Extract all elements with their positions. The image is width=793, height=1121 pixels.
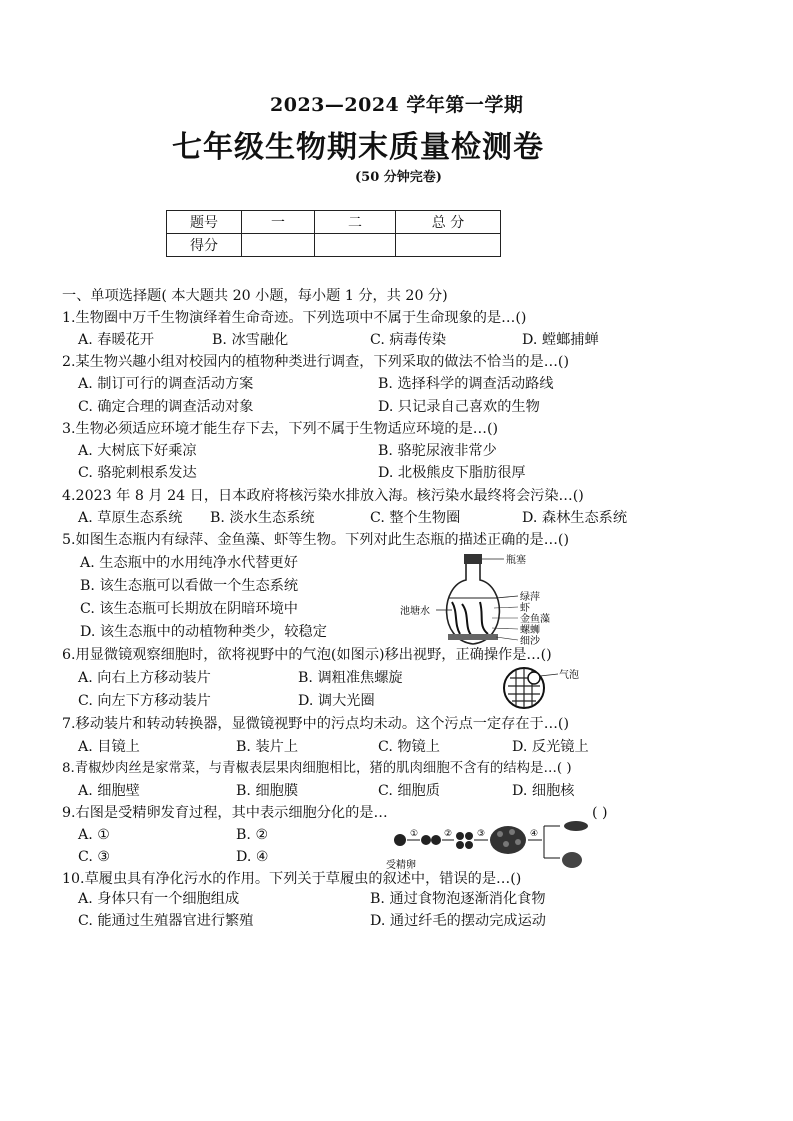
option: B. 选择科学的调查活动路线 xyxy=(378,376,554,392)
step-label: ① xyxy=(410,829,419,839)
option: C. ③ xyxy=(78,849,111,865)
fertilized-egg-shape xyxy=(394,834,406,846)
bubble-shape xyxy=(528,672,540,684)
option: C. 物镜上 xyxy=(378,739,440,755)
step-label: ④ xyxy=(530,829,539,839)
score-cell: 总 分 xyxy=(396,211,501,234)
question-stem: 4.2023 年 8 月 24 日，日本政府将核污染水排放入海。核污染水最终将会污染…() xyxy=(62,488,584,504)
tissue-a-shape xyxy=(564,821,588,831)
score-cell: 一 xyxy=(242,211,315,234)
bottle-outline xyxy=(447,564,500,644)
bubble-label: 气泡 xyxy=(559,670,579,681)
score-cell: 二 xyxy=(315,211,396,234)
score-input-cell[interactable] xyxy=(396,234,501,257)
option: D. ④ xyxy=(236,849,269,865)
step-label: ③ xyxy=(477,829,486,839)
microscope-field-figure xyxy=(502,664,592,714)
exam-title: 七年级生物期末质量检测卷 xyxy=(172,130,544,165)
ecobottle-figure xyxy=(400,552,560,648)
question-stem: 3.生物必须适应环境才能生存下去，下列不属于生物适应环境的是…() xyxy=(62,421,499,437)
option: B. ② xyxy=(236,827,269,843)
option: A. 生态瓶中的水用纯净水代替更好 xyxy=(80,555,298,571)
term-heading: 2023—2024 学年第一学期 xyxy=(270,94,524,116)
answer-paren: ( ) xyxy=(592,805,608,821)
option: C. 确定合理的调查活动对象 xyxy=(78,399,254,415)
score-table xyxy=(166,210,501,257)
bottle-label: 瓶塞 xyxy=(506,555,526,566)
option: B. 装片上 xyxy=(236,739,299,755)
option: C. 能通过生殖器官进行繁殖 xyxy=(78,913,254,929)
question-stem: 5.如图生态瓶内有绿萍、金鱼藻、虾等生物。下列对此生态瓶的描述正确的是…() xyxy=(62,532,569,548)
bottle-stopper xyxy=(464,554,482,564)
option: A. 身体只有一个细胞组成 xyxy=(78,891,240,907)
bottle-label: 虾 xyxy=(520,603,530,614)
option: B. 通过食物泡逐渐消化食物 xyxy=(370,891,546,907)
option: A. 细胞壁 xyxy=(78,783,140,799)
exam-duration: (50 分钟完卷) xyxy=(355,170,442,185)
option: B. 冰雪融化 xyxy=(212,332,289,348)
option: B. 骆驼尿液非常少 xyxy=(378,443,497,459)
option: A. ① xyxy=(78,827,110,843)
question-stem: 8.青椒炒肉丝是家常菜，与青椒表层果肉细胞相比，猪的肌肉细胞不含有的结构是…( ) xyxy=(62,761,572,776)
option: D. 该生态瓶中的动植物种类少，较稳定 xyxy=(80,624,327,640)
option: D. 调大光圈 xyxy=(298,693,375,709)
option: A. 草原生态系统 xyxy=(78,510,183,526)
option: A. 目镜上 xyxy=(78,739,140,755)
option: C. 整个生物圈 xyxy=(370,510,461,526)
score-cell: 得分 xyxy=(167,234,242,257)
pond-weed-shape xyxy=(452,602,488,636)
score-input-cell[interactable] xyxy=(315,234,396,257)
option: D. 北极熊皮下脂肪很厚 xyxy=(378,465,526,481)
option: A. 大树底下好乘凉 xyxy=(78,443,197,459)
option: B. 该生态瓶可以看做一个生态系统 xyxy=(80,578,299,594)
score-input-cell[interactable] xyxy=(242,234,315,257)
option: A. 春暖花开 xyxy=(78,332,155,348)
egg-development-figure xyxy=(384,818,614,876)
bottle-label: 金鱼藻 xyxy=(520,614,550,625)
egg-label: 受精卵 xyxy=(386,860,416,871)
option: B. 调粗准焦螺旋 xyxy=(298,670,403,686)
option: B. 细胞膜 xyxy=(236,783,299,799)
option: D. 只记录自己喜欢的生物 xyxy=(378,399,540,415)
question-stem: 6.用显微镜观察细胞时，欲将视野中的气泡(如图示)移出视野，正确操作是…() xyxy=(62,647,552,663)
bottle-label: 绿萍 xyxy=(520,592,540,603)
bottle-label: 细沙 xyxy=(520,636,540,647)
question-stem: 1.生物圈中万千生物演绎着生命奇迹。下列选项中不属于生命现象的是…() xyxy=(62,310,527,326)
section-heading: 一、单项选择题( 本大题共 20 小题，每小题 1 分，共 20 分) xyxy=(62,288,448,304)
bottle-label: 池塘水 xyxy=(400,606,430,617)
option: D. 螳螂捕蝉 xyxy=(522,332,599,348)
step-label: ② xyxy=(444,829,453,839)
question-stem: 7.移动装片和转动转换器，显微镜视野中的污点均未动。这个污点一定存在于…() xyxy=(62,716,569,732)
option: D. 通过纤毛的摆动完成运动 xyxy=(370,913,546,929)
option: C. 该生态瓶可长期放在阴暗环境中 xyxy=(80,601,298,617)
question-stem: 2.某生物兴趣小组对校园内的植物种类进行调查，下列采取的做法不恰当的是…() xyxy=(62,354,569,370)
option: C. 向左下方移动装片 xyxy=(78,693,211,709)
score-table-score-row xyxy=(167,234,501,257)
cell-mass-shape xyxy=(490,826,526,854)
option: A. 向右上方移动装片 xyxy=(78,670,211,686)
score-cell: 题号 xyxy=(167,211,242,234)
option: A. 制订可行的调查活动方案 xyxy=(78,376,254,392)
option: B. 淡水生态系统 xyxy=(210,510,315,526)
question-stem: 9.右图是受精卵发育过程，其中表示细胞分化的是… xyxy=(62,805,388,821)
question-stem: 10.草履虫具有净化污水的作用。下列关于草履虫的叙述中，错误的是…() xyxy=(62,871,522,887)
option: C. 病毒传染 xyxy=(370,332,447,348)
option: D. 反光镜上 xyxy=(512,739,589,755)
option: C. 骆驼刺根系发达 xyxy=(78,465,197,481)
sand-layer xyxy=(448,634,498,640)
option: C. 细胞质 xyxy=(378,783,440,799)
tissue-b-shape xyxy=(562,852,582,868)
option: D. 细胞核 xyxy=(512,783,575,799)
score-table-header-row xyxy=(167,211,501,234)
bottle-label: 螺蛳 xyxy=(520,625,540,636)
option: D. 森林生态系统 xyxy=(522,510,628,526)
